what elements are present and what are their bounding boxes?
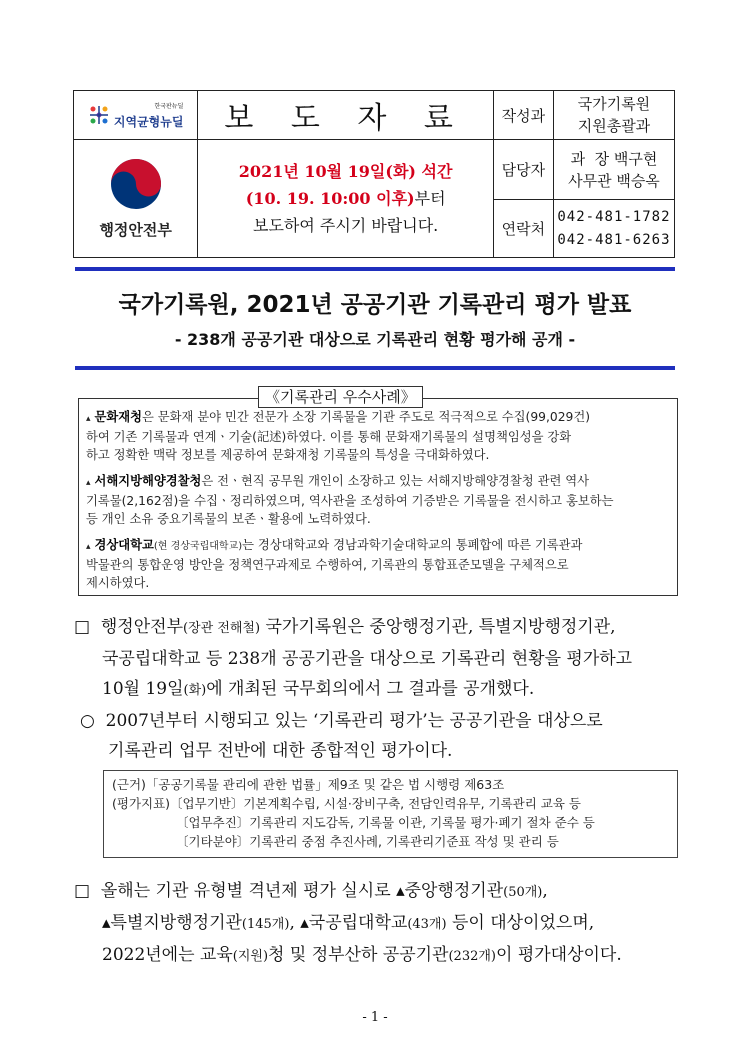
item-line: 제시하였다. <box>86 576 150 590</box>
headline-top-rule <box>75 267 675 271</box>
press-release-title: 보 도 자 료 <box>198 91 494 140</box>
item-name: 경상대학교 <box>94 538 154 552</box>
text: 10월 19일 <box>102 679 184 699</box>
ministry-logo-cell <box>74 140 198 258</box>
release-time: (10. 19. 10:00 이후) <box>245 189 415 208</box>
text: , ▴국공립대학교 <box>289 913 408 933</box>
reference-line: (근거)「공공기록물 관리에 관한 법률」제9조 및 같은 법 시행령 제63조 <box>112 777 505 792</box>
text: 국가기록원은 중앙행정기관, 특별지방행정기관, <box>260 617 616 637</box>
headline-title: 국가기록원, 2021년 공공기관 기록관리 평가 발표 <box>118 292 632 318</box>
headline-bottom-rule <box>75 366 675 370</box>
best-practice-item-2 <box>86 472 666 528</box>
text: 행정안전부 <box>100 617 183 637</box>
text: (장관 전해철) <box>183 621 261 636</box>
item-line: 은 전ㆍ현직 공무원 개인이 소장하고 있는 서해지방해양경찰청 관련 역사 <box>201 474 590 488</box>
text: , <box>542 881 548 901</box>
item-name: 서해지방해양경찰청 <box>94 474 202 488</box>
square-bullet-icon: □ <box>74 617 91 637</box>
best-practice-box-title: 《기록관리 우수사례》 <box>258 386 423 408</box>
item-line: 은 문화재 분야 민간 전문가 소장 기록물을 기관 주도로 적극적으로 수집(99,029건) <box>141 410 591 424</box>
author-label: 작성과 <box>493 91 553 140</box>
ministry-name: 행정안전부 <box>99 221 172 239</box>
text: (145개) <box>241 917 290 932</box>
contact-value-line2: 사무관 백승옥 <box>568 171 660 190</box>
text: 올해는 기관 유형별 격년제 평가 실시로 <box>100 881 397 901</box>
text: ▴중앙행정기관 <box>396 881 504 901</box>
author-value-line2: 지원총괄과 <box>577 117 651 135</box>
release-date: 2021년 10월 19일(화) 석간 <box>238 162 453 181</box>
page-number: - 1 - <box>362 1010 388 1025</box>
text: 에 개최된 국무회의에서 그 결과를 공개했다. <box>206 679 535 699</box>
text: 2022년에는 교육 <box>102 945 233 965</box>
text: 이 평가대상이다. <box>496 945 622 965</box>
logo-text: 지역균형뉴딜 <box>113 114 184 129</box>
author-value-line1: 국가기록원 <box>577 95 651 113</box>
item-name: 문화재청 <box>94 410 142 424</box>
release-time-cell <box>198 140 494 258</box>
author-value <box>553 91 674 140</box>
square-bullet-icon: □ <box>74 881 91 901</box>
text: 2007년부터 시행되고 있는 ‘기록관리 평가’는 공공기관을 대상으로 <box>105 711 603 731</box>
triangle-bullet-icon: ▴ <box>86 542 91 552</box>
triangle-bullet-icon: ▴ <box>86 478 91 488</box>
phone-value <box>553 200 674 258</box>
reference-box <box>103 770 678 858</box>
item-line: 등 개인 소유 중요기록물의 보존ㆍ활용에 노력하였다. <box>86 512 371 526</box>
text: (지원) <box>232 949 269 964</box>
regional-new-deal-logo-cell <box>74 91 198 140</box>
text: 청 및 정부산하 공공기관 <box>268 945 449 965</box>
contact-label: 담당자 <box>493 140 553 200</box>
taegeuk-emblem-icon <box>109 157 163 211</box>
paragraph-1-line2: 국공립대학교 등 238개 공공기관을 대상으로 기록관리 현황을 평가하고 <box>102 649 633 669</box>
phone-1: 042-481-1782 <box>557 208 671 225</box>
reference-line: 〔업무추진〕기록관리 지도감독, 기록물 이관, 기록물 평가·폐기 절차 준수 등 <box>176 815 595 830</box>
best-practice-item-3 <box>86 536 666 592</box>
logo-tiny-text: 한국판뉴딜 <box>154 102 184 110</box>
text: (화) <box>183 683 207 698</box>
contact-value <box>553 140 674 200</box>
item-line: 하고 정확한 맥락 정보를 제공하여 문화재청 기록물의 특성을 극대화하였다. <box>86 448 490 462</box>
item-line: 박물관의 통합운영 방안을 정책연구과제로 수행하여, 기록관의 통합표준모델을 구체적으로 <box>86 558 569 572</box>
text: (43개) <box>407 917 447 932</box>
triangle-bullet-icon: ▴ <box>86 414 91 424</box>
release-from: 부터 <box>414 189 446 208</box>
reference-line: (평가지표)〔업무기반〕기본계획수립, 시설·장비구축, 전담인력유무, 기록관리 교육 등 <box>112 796 581 811</box>
item-line: 하여 기존 기록물과 연계ㆍ기술(記述)하였다. 이를 통해 문화재기록물의 설명책임성을 강화 <box>86 430 572 444</box>
paragraph-1 <box>74 612 632 706</box>
text: (232개) <box>448 949 496 964</box>
paragraph-2 <box>80 706 603 766</box>
press-header-table <box>73 90 675 258</box>
phone-label: 연락처 <box>493 200 553 258</box>
paragraph-3 <box>74 876 622 972</box>
best-practice-item-1 <box>86 408 666 464</box>
text: (50개) <box>503 885 543 900</box>
new-deal-mark-icon <box>88 104 110 126</box>
item-name-note: (현 경상국립대학교) <box>153 541 243 552</box>
item-line: 기록물(2,162점)을 수집ㆍ정리하였으며, 역사관을 조성하여 기증받은 기록물을 전시하고 홍보하는 <box>86 494 614 508</box>
phone-2: 042-481-6263 <box>557 231 671 248</box>
paragraph-2-line2: 기록관리 업무 전반에 대한 종합적인 평가이다. <box>108 741 453 761</box>
item-line: 는 경상대학교와 경남과학기술대학교의 통폐합에 따른 기록관과 <box>242 538 583 552</box>
contact-value-line1: 과 장 백구현 <box>570 149 658 168</box>
text: 등이 대상이었으며, <box>446 913 595 933</box>
release-request: 보도하여 주시기 바랍니다. <box>252 216 439 235</box>
reference-line: 〔기타분야〕기록관리 중점 추진사례, 기록관리기준표 작성 및 관리 등 <box>176 834 559 849</box>
text: ▴특별지방행정기관 <box>102 913 242 933</box>
circle-bullet-icon: ○ <box>80 711 95 731</box>
headline-subtitle: - 238개 공공기관 대상으로 기록관리 현황 평가해 공개 - <box>174 330 576 349</box>
